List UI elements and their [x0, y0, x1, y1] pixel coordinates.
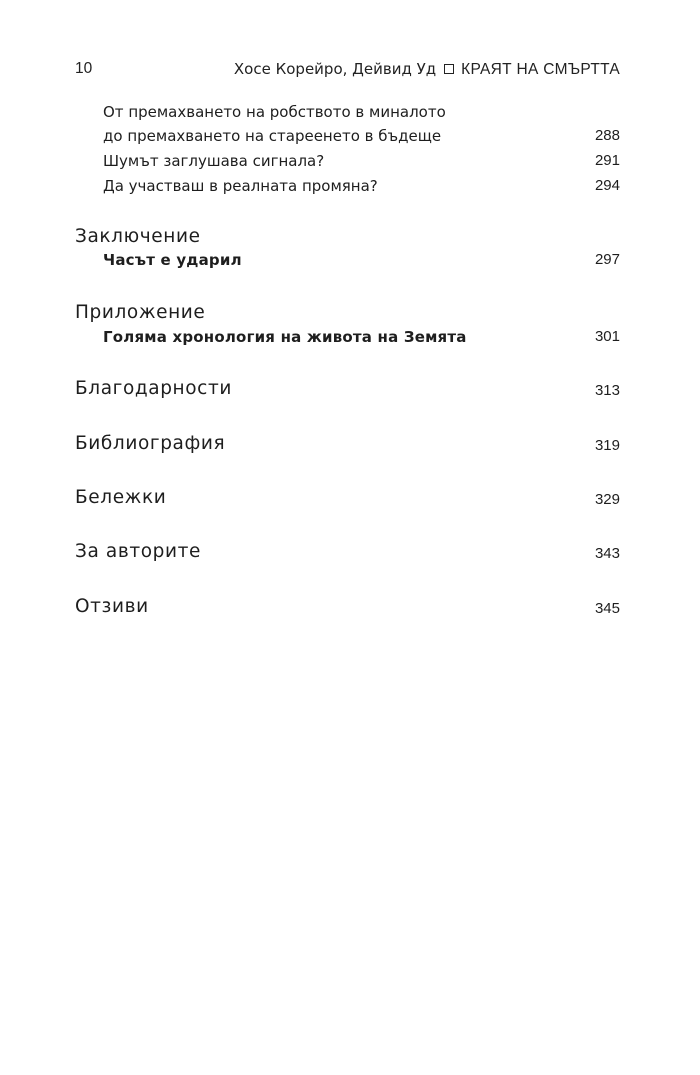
toc-section-reviews	[75, 596, 620, 622]
toc-entry-title: Голяма хронология на живота на Земята	[103, 328, 467, 346]
toc-entry-page: 288	[594, 127, 620, 144]
toc-section-title: Благодарности	[75, 378, 232, 399]
toc-entry	[103, 152, 620, 174]
toc-entry-conclusion	[103, 251, 620, 273]
toc-entry-title: От премахването на робството в миналото	[103, 103, 446, 121]
running-header	[75, 60, 620, 84]
toc-section-page: 329	[594, 491, 620, 508]
toc-section-title: За авторите	[75, 541, 201, 562]
toc-section-bibliography	[75, 433, 620, 459]
toc-section-acknowledgements	[75, 378, 620, 404]
toc-entry-title: Да участваш в реалната промяна?	[103, 177, 378, 195]
toc-section-page: 343	[594, 545, 620, 562]
toc-entry	[103, 177, 620, 199]
header-authors: Хосе Корейро, Дейвид Уд	[233, 60, 437, 78]
toc-section-page: 319	[594, 437, 620, 454]
toc-section-page: 345	[594, 600, 620, 617]
section-heading-conclusion: Заключение	[75, 226, 201, 247]
toc-entry	[103, 127, 620, 149]
toc-entry-page: 301	[594, 328, 620, 345]
toc-section-notes	[75, 487, 620, 513]
hollow-square-icon	[444, 64, 454, 74]
toc-section-about-authors	[75, 541, 620, 567]
toc-entry-page: 291	[594, 152, 620, 169]
header-book-title: КРАЯТ НА СМЪРТТА	[461, 61, 620, 78]
toc-entry-appendix	[103, 328, 620, 350]
toc-entry-page: 297	[594, 251, 620, 268]
toc-section-title: Библиография	[75, 433, 226, 454]
toc-entry-title: Шумът заглушава сигнала?	[103, 152, 325, 170]
header-right	[234, 60, 620, 79]
toc-entry	[103, 103, 620, 125]
toc-section-title: Бележки	[75, 487, 167, 508]
toc-entry-page: 294	[594, 177, 620, 194]
toc-entry-title: до премахването на стареенето в бъдеще	[103, 127, 442, 145]
section-heading-appendix: Приложение	[75, 302, 206, 323]
toc-section-title: Отзиви	[75, 596, 149, 617]
toc-section-page: 313	[594, 382, 620, 399]
toc-entry-title: Часът е ударил	[103, 251, 242, 269]
page-number: 10	[75, 60, 93, 77]
